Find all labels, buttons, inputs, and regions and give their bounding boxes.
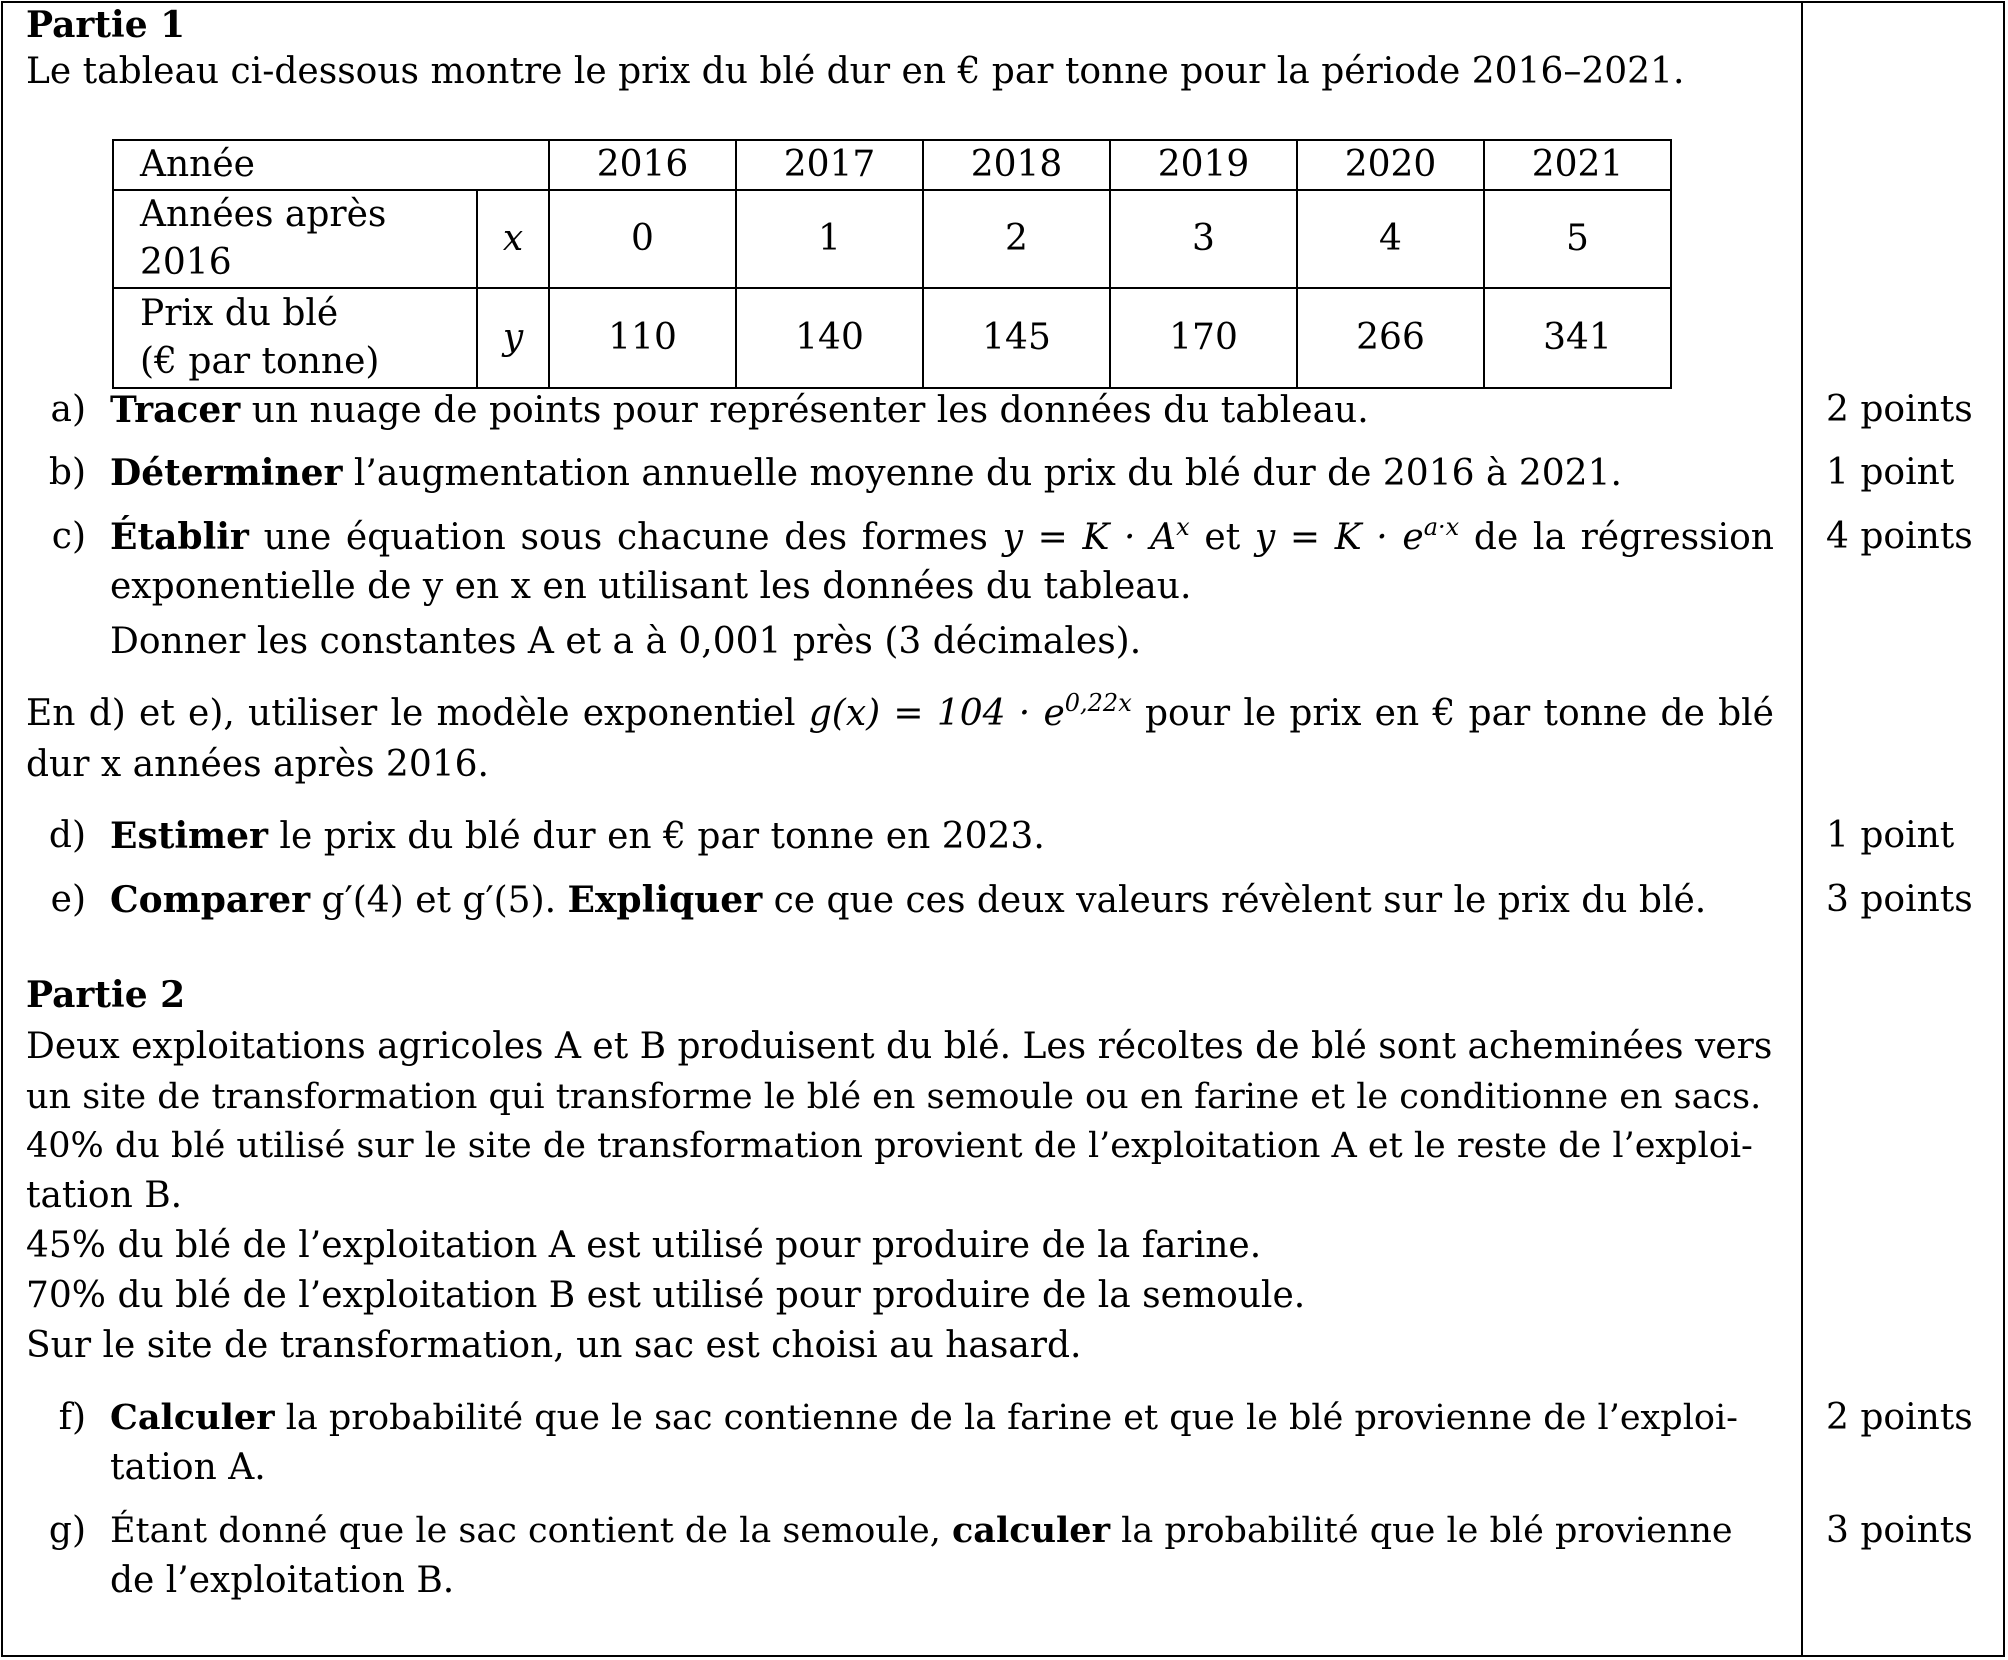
table-cell-x: 3 [1110,190,1297,288]
question-f-line1-rest: la probabilité que le sac contienne de la farine et que le blé provienne de l’exploi- [274,1398,1738,1438]
question-a-verb: Tracer [110,389,241,431]
question-g-line1 [110,1506,1733,1556]
model-line1 [26,689,1774,739]
points-column-divider [1801,3,1803,1655]
question-b-label: b) [48,452,86,493]
table-cell-y: 341 [1484,288,1671,388]
question-g-line1-rest: la probabilité que le blé provienne [1110,1511,1733,1551]
question-a-label: a) [50,389,86,430]
question-e-verb2: Expliquer [567,879,763,921]
table-cell-y: 266 [1297,288,1484,388]
table-cell-y: 145 [923,288,1110,388]
table-cell-x-var: x [477,190,549,288]
part2-para-line: Sur le site de transformation, un sac est choisi au hasard. [26,1325,1082,1366]
table-cell-year: 2017 [736,140,923,190]
question-a-rest: un nuage de points pour représenter les données du tableau. [240,390,1369,431]
question-c-points: 4 points [1826,516,1973,557]
question-c-form2: y = K · e [1254,517,1424,558]
model-formula: g(x) = 104 · e [808,693,1065,734]
part2-para-line: 45% du blé de l’exploitation A est utilisé pour produire de la farine. [26,1225,1262,1266]
table-cell-y-var: y [477,288,549,388]
price-table [112,139,1672,389]
question-f-line2: tation A. [110,1447,266,1488]
table-cell-year: 2021 [1484,140,1671,190]
question-c-line3: Donner les constantes A et a à 0,001 près (3 décimales). [110,621,1142,662]
question-f-points: 2 points [1826,1397,1973,1438]
table-cell-year-label: Année [113,140,549,190]
question-g-line1-start: Étant donné que le sac contient de la semoule, [110,1511,952,1551]
part2-para-line: 70% du blé de l’exploitation B est utilisé pour produire de la semoule. [26,1275,1306,1316]
table-cell-x: 5 [1484,190,1671,288]
question-d-verb: Estimer [110,815,268,857]
question-g-label: g) [48,1510,86,1551]
question-e-label: e) [50,879,86,920]
question-c-label: c) [51,516,86,557]
part2-para-line: Deux exploitations agricoles A et B produisent du blé. Les récoltes de blé sont acheminées vers [26,1026,1773,1067]
table-cell-y: 110 [549,288,736,388]
question-g-verb: calculer [951,1510,1111,1551]
table-row-years [113,140,1671,190]
part1-intro: Le tableau ci-dessous montre le prix du blé dur en € par tonne pour la période 2016–2021. [26,51,1685,92]
question-f-verb: Calculer [110,1397,275,1438]
question-e-verb: Comparer [110,879,311,921]
part2-heading: Partie 2 [26,974,186,1016]
model-line1-start: En d) et e), utiliser le modèle exponentiel [26,693,809,734]
question-g-points: 3 points [1826,1510,1973,1551]
question-c-verb: Établir [110,516,249,558]
question-e-rest2: ce que ces deux valeurs révèlent sur le prix du blé. [762,880,1707,921]
question-b-text [110,448,1622,499]
question-c-line2: exponentielle de y en x en utilisant les données du tableau. [110,566,1192,607]
table-cell-y: 170 [1110,288,1297,388]
table-cell-y-label-line1: Prix du blé [140,293,339,334]
table-cell-y-label [113,288,477,388]
table-cell-x: 4 [1297,190,1484,288]
question-e-text [110,875,1706,926]
table-cell-x-label: Années après 2016 [113,190,477,288]
question-g-line2: de l’exploitation B. [110,1560,455,1601]
model-line2: dur x années après 2016. [26,744,489,785]
part2-para-line: tation B. [26,1175,183,1216]
table-cell-x: 2 [923,190,1110,288]
table-row-x [113,190,1671,288]
table-cell-year: 2020 [1297,140,1484,190]
question-f-label: f) [58,1397,86,1438]
question-c-line1-rest: une équation sous chacune des formes [248,517,1003,558]
part2-para-line: 40% du blé utilisé sur le site de transformation provient de l’exploitation A et le reste de l’exploi- [26,1126,1753,1166]
table-cell-year: 2016 [549,140,736,190]
model-line1-end: pour le prix en € par tonne de blé [1131,693,1774,734]
question-d-points: 1 point [1826,815,1955,856]
table-cell-x: 0 [549,190,736,288]
question-c-form2-exp: a·x [1423,513,1460,541]
question-c-form1-exp: x [1176,513,1190,541]
table-cell-y: 140 [736,288,923,388]
question-e-points: 3 points [1826,879,1973,920]
question-c-mid: et [1189,517,1255,558]
question-d-label: d) [48,815,86,856]
question-d-rest: le prix du blé dur en € par tonne en 2023. [267,816,1045,857]
question-c-line1 [110,512,1774,563]
question-f-line1 [110,1393,1738,1443]
question-c-form1: y = K · A [1002,517,1177,558]
question-a-points: 2 points [1826,389,1973,430]
question-d-text [110,811,1045,862]
table-cell-year: 2018 [923,140,1110,190]
question-e-rest1: g′(4) et g′(5). [310,880,568,921]
table-cell-year: 2019 [1110,140,1297,190]
question-b-points: 1 point [1826,452,1955,493]
question-a-text [110,385,1369,436]
model-formula-exp: 0,22x [1064,689,1132,717]
part1-heading: Partie 1 [26,4,186,46]
table-row-y [113,288,1671,388]
question-c-line1-end: de la régression [1459,517,1774,558]
table-cell-x: 1 [736,190,923,288]
question-b-rest: l’augmentation annuelle moyenne du prix du blé dur de 2016 à 2021. [342,453,1622,494]
table-cell-y-label-line2: (€ par tonne) [140,341,380,382]
part2-para-line: un site de transformation qui transforme le blé en semoule ou en farine et le conditionne en sacs. [26,1077,1762,1117]
question-b-verb: Déterminer [110,452,343,494]
